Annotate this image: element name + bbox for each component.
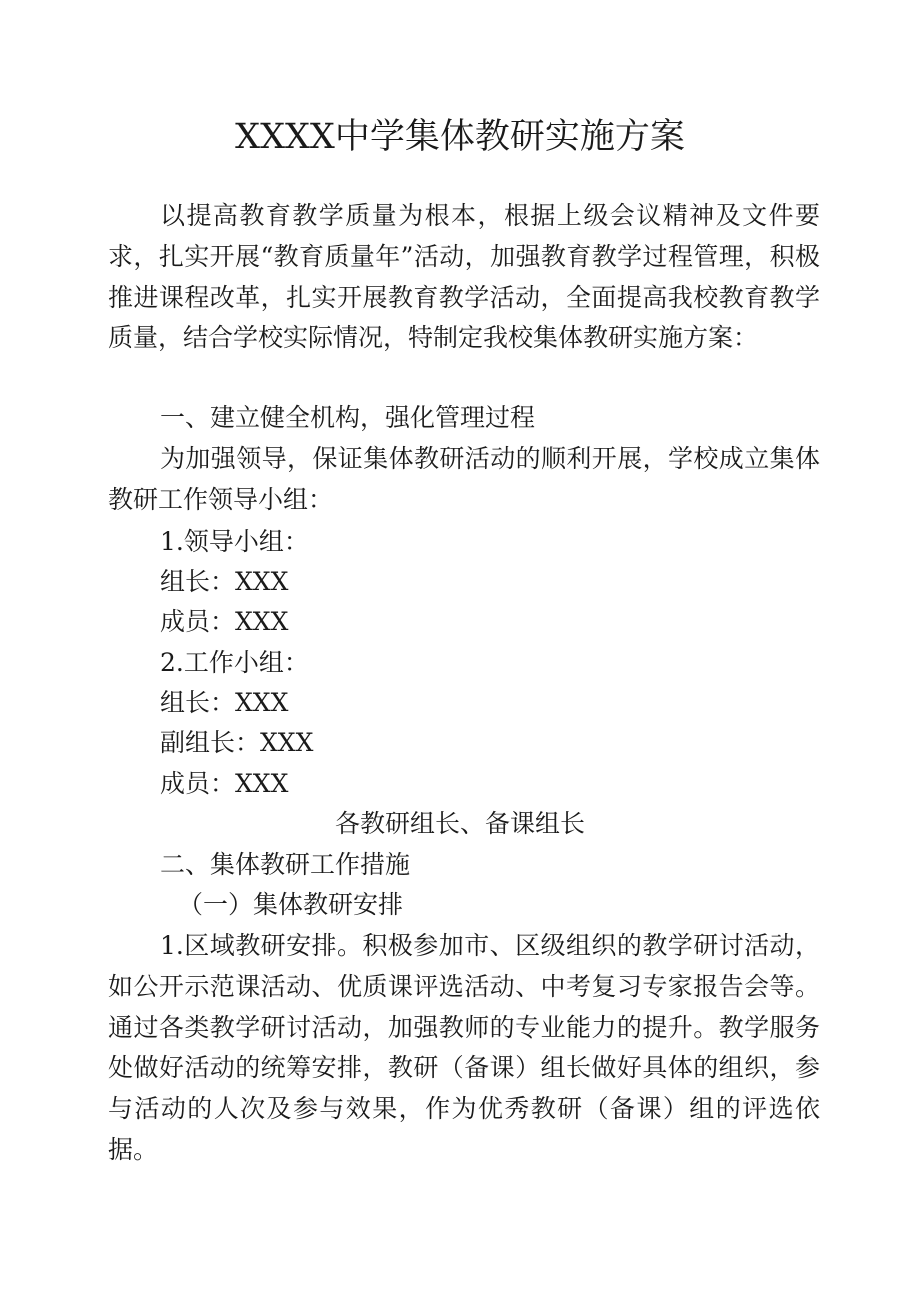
document-title: XXXX中学集体教研实施方案 <box>235 117 685 157</box>
working-group-members-extra: 各教研组长、备课组长 <box>334 809 585 838</box>
section-1-paragraph: 为加强领导，保证集体教研活动的顺利开展，学校成立集体教研工作领导小组： <box>108 444 820 514</box>
leadership-group-leader: 组长：XXX <box>160 567 289 596</box>
leadership-group-label: 1.领导小组： <box>160 527 309 556</box>
working-group-deputy: 副组长：XXX <box>160 728 314 757</box>
working-group-members: 成员：XXX <box>160 769 289 798</box>
section-1-heading: 一、建立健全机构，强化管理过程 <box>160 403 536 432</box>
working-group-label: 2.工作小组： <box>160 648 309 677</box>
section-2-item-1: 1.区域教研安排。积极参加市、区级组织的教学研讨活动，如公开示范课活动、优质课评选活动、中考复习专家报告会等。通过各类教学研讨活动，加强教师的专业能力的提升。教学服务处做好活动的统筹安排，教研（备课）组长做好具体的组织，参与活动的人次及参与效果，作为优秀教研（备课）组的评选依据。 <box>108 931 820 1164</box>
section-2-subheading: （一）集体教研安排 <box>178 890 404 919</box>
working-group-leader: 组长：XXX <box>160 688 289 717</box>
leadership-group-members: 成员：XXX <box>160 607 289 636</box>
intro-paragraph: 以提高教育教学质量为根本，根据上级会议精神及文件要求，扎实开展“教育质量年”活动，加强教育教学过程管理，积极推进课程改革，扎实开展教育教学活动，全面提高我校教育教学质量，结合学校实际情况，特制定我校集体教研实施方案： <box>108 201 820 353</box>
section-2-heading: 二、集体教研工作措施 <box>160 850 411 879</box>
